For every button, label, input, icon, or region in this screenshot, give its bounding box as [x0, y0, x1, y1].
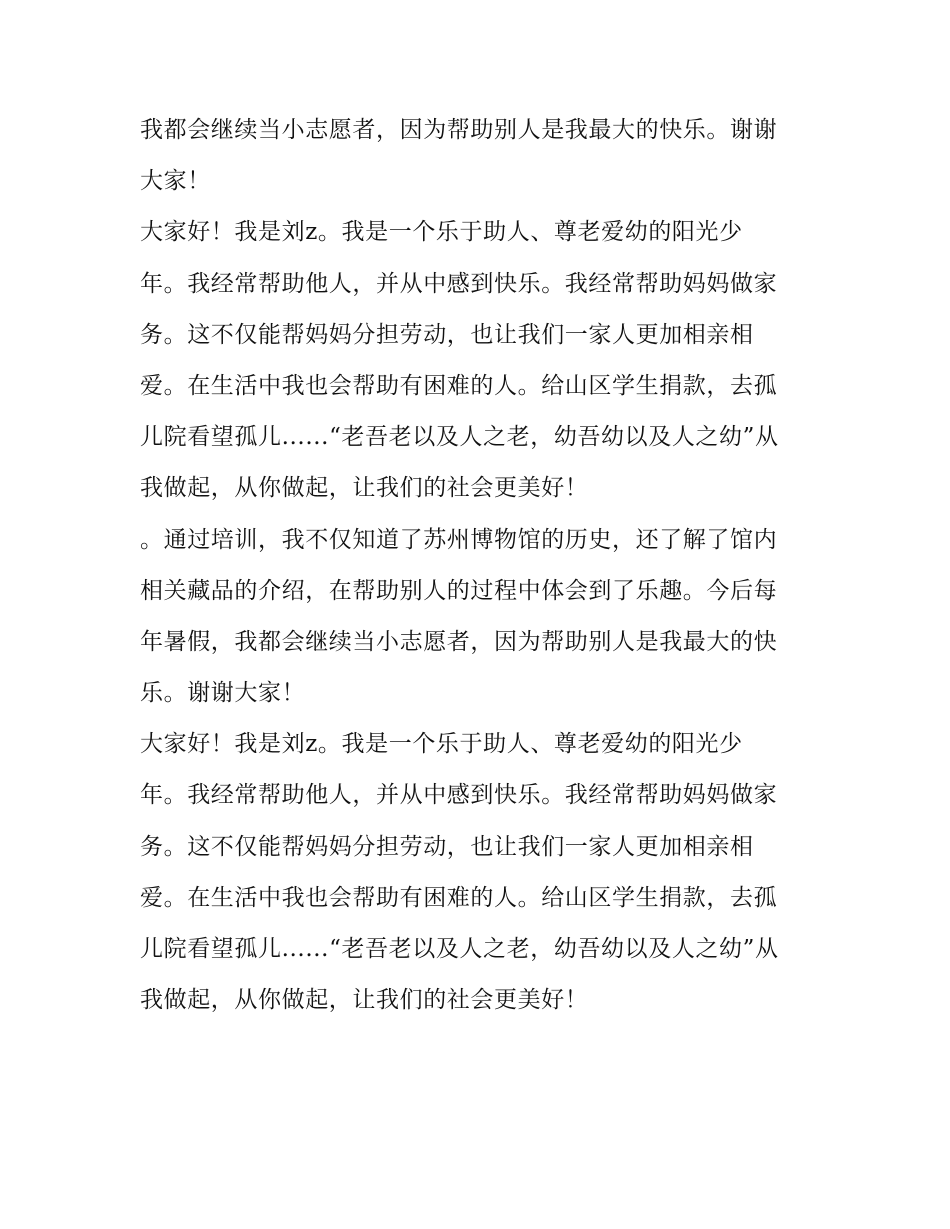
text-line: 相关藏品的介绍，在帮助别人的过程中体会到了乐趣。今后每: [140, 577, 778, 604]
text-line: 爱。在生活中我也会帮助有困难的人。给山区学生捐款，去孤: [140, 884, 778, 911]
text-line: 务。这不仅能帮妈妈分担劳动，也让我们一家人更加相亲相: [140, 321, 754, 348]
text-line: 我都会继续当小志愿者，因为帮助别人是我最大的快乐。谢谢: [140, 117, 778, 143]
text-line: 大家好！我是刘z。我是一个乐于助人、尊老爱幼的阳光少: [140, 731, 743, 758]
text-line: 儿院看望孤儿......“老吾老以及人之老，幼吾幼以及人之幼”从: [140, 424, 779, 451]
text-line: 大家！: [140, 168, 211, 195]
text-line: 年。我经常帮助他人，并从中感到快乐。我经常帮助妈妈做家: [140, 270, 778, 297]
text-line: 年。我经常帮助他人，并从中感到快乐。我经常帮助妈妈做家: [140, 782, 778, 809]
text-line: 儿院看望孤儿......“老吾老以及人之老，幼吾幼以及人之幼”从: [140, 936, 779, 962]
document-body: [140, 105, 830, 1026]
text-line: 我做起，从你做起，让我们的社会更美好！: [140, 987, 589, 1014]
text-line: 大家好！我是刘z。我是一个乐于助人、尊老爱幼的阳光少: [140, 219, 743, 246]
text-line: 务。这不仅能帮妈妈分担劳动，也让我们一家人更加相亲相: [140, 833, 754, 860]
text-line: 我做起，从你做起，让我们的社会更美好！: [140, 475, 589, 502]
text-line: 年暑假，我都会继续当小志愿者，因为帮助别人是我最大的快: [140, 628, 778, 655]
text-line: 爱。在生活中我也会帮助有困难的人。给山区学生捐款，去孤: [140, 372, 778, 399]
text-line: 。通过培训，我不仅知道了苏州博物馆的历史，还了解了馆内: [140, 526, 778, 553]
text-line: 乐。谢谢大家！: [140, 680, 306, 707]
